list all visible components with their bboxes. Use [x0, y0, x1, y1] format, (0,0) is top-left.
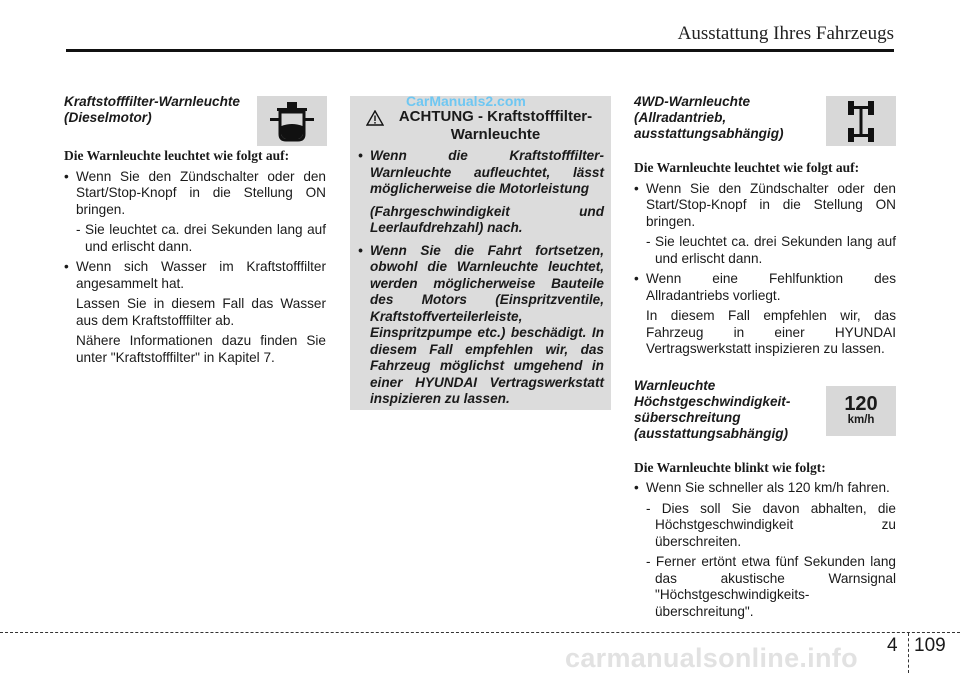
4wd-bullet-2: • Wenn eine Fehlfunktion des Allradantriebs vorliegt. — [634, 271, 896, 304]
speed-icon-unit: km/h — [847, 414, 875, 426]
caution-box — [350, 96, 611, 410]
4wd-para: In diesem Fall empfehlen wir, das Fahrzeug in einer HYUNDAI Vertragswerkstatt inspizieren zu lassen. — [646, 308, 896, 356]
4wd-title: 4WD-Warnleuchte (Allradantrieb, ausstattungsabhängig) — [634, 94, 784, 141]
speed-warning-lead: Die Warnleuchte blinkt wie folgt: — [634, 459, 826, 475]
caution-title: ACHTUNG - Kraftstofffilter- Warnleuchte — [398, 108, 593, 143]
page-number-separator — [908, 633, 909, 673]
footer-watermark: carmanualsonline.info — [565, 643, 858, 673]
caution-item-2: • Wenn Sie die Fahrt fortsetzen, obwohl die Warnleuchte leuchtet, werden möglicherweise Bauteile des Motors (Einspritzventile, Kraftstoffverteilerleiste, Einspritzpumpe etc.) beschädigt. In diesem Fall empfehlen wir, das Fahrzeug möglichst umgehend in einer HYUNDAI Vertragswerkstatt inspizieren zu lassen. — [358, 243, 604, 408]
site-watermark: CarManuals2.com — [406, 93, 526, 109]
4wd-bullet-1: • Wenn Sie den Zündschalter oder den Start/Stop-Knopf in die Stellung ON bringen. — [634, 181, 896, 231]
4wd-dash-1: - Sie leuchtet ca. drei Sekunden lang auf und erlischt dann. — [646, 234, 896, 266]
fuel-filter-lead: Die Warnleuchte leuchtet wie folgt auf: — [64, 148, 290, 163]
speed-warning-dash-1: - Dies soll Sie davon abhalten, die Höchstgeschwindigkeit zu überschreiten. — [646, 500, 896, 549]
speed-warning-dash-2: - Ferner ertönt etwa fünf Sekunden lang das akustische Warnsignal "Höchstgeschwindigkeits-überschreitung". — [646, 554, 896, 619]
speed-warning-bullet-1: • Wenn Sie schneller als 120 km/h fahren. — [634, 480, 896, 497]
fuel-filter-para-1: Lassen Sie in diesem Fall das Wasser aus dem Kraftstofffilter ab. — [76, 296, 326, 328]
warning-triangle-icon — [366, 110, 384, 126]
right-column — [634, 94, 896, 620]
fuel-filter-warning-icon — [257, 96, 327, 146]
fuel-filter-dash-1: - Sie leuchtet ca. drei Sekunden lang auf und erlischt dann. — [76, 222, 326, 254]
page-header-title: Ausstattung Ihres Fahrzeugs — [677, 23, 894, 44]
4wd-lead: Die Warnleuchte leuchtet wie folgt auf: — [634, 160, 860, 175]
caution-item-1-cont: (Fahrgeschwindigkeit und Leerlaufdrehzahl) nach. — [370, 203, 604, 235]
fuel-filter-bullet-2: • Wenn sich Wasser im Kraftstofffilter angesammelt hat. — [64, 259, 326, 292]
speed-warning-title: Warnleuchte Höchstgeschwindigkeit- süberschreitung (ausstattungsabhängig) — [634, 377, 791, 441]
speed-icon-number: 120 — [844, 393, 878, 415]
page-number: 109 — [914, 635, 946, 656]
fuel-filter-para-2: Nähere Informationen dazu finden Sie unter "Kraftstofffilter" in Kapitel 7. — [76, 333, 326, 365]
caution-body — [358, 148, 604, 408]
footer-rule — [0, 632, 960, 633]
chapter-number: 4 — [887, 635, 898, 656]
fuel-filter-title: Kraftstofffilter-Warnleuchte (Dieselmotor) — [64, 94, 240, 125]
caution-item-1: • Wenn die Kraftstofffilter-Warnleuchte aufleuchtet, lässt möglicherweise die Motorleistung — [358, 148, 604, 198]
4wd-warning-icon — [826, 96, 896, 146]
fuel-filter-bullet-1: • Wenn Sie den Zündschalter oder den Start/Stop-Knopf in die Stellung ON bringen. — [64, 169, 326, 219]
header-rule — [66, 49, 894, 52]
speed-limit-warning-icon — [826, 386, 896, 436]
